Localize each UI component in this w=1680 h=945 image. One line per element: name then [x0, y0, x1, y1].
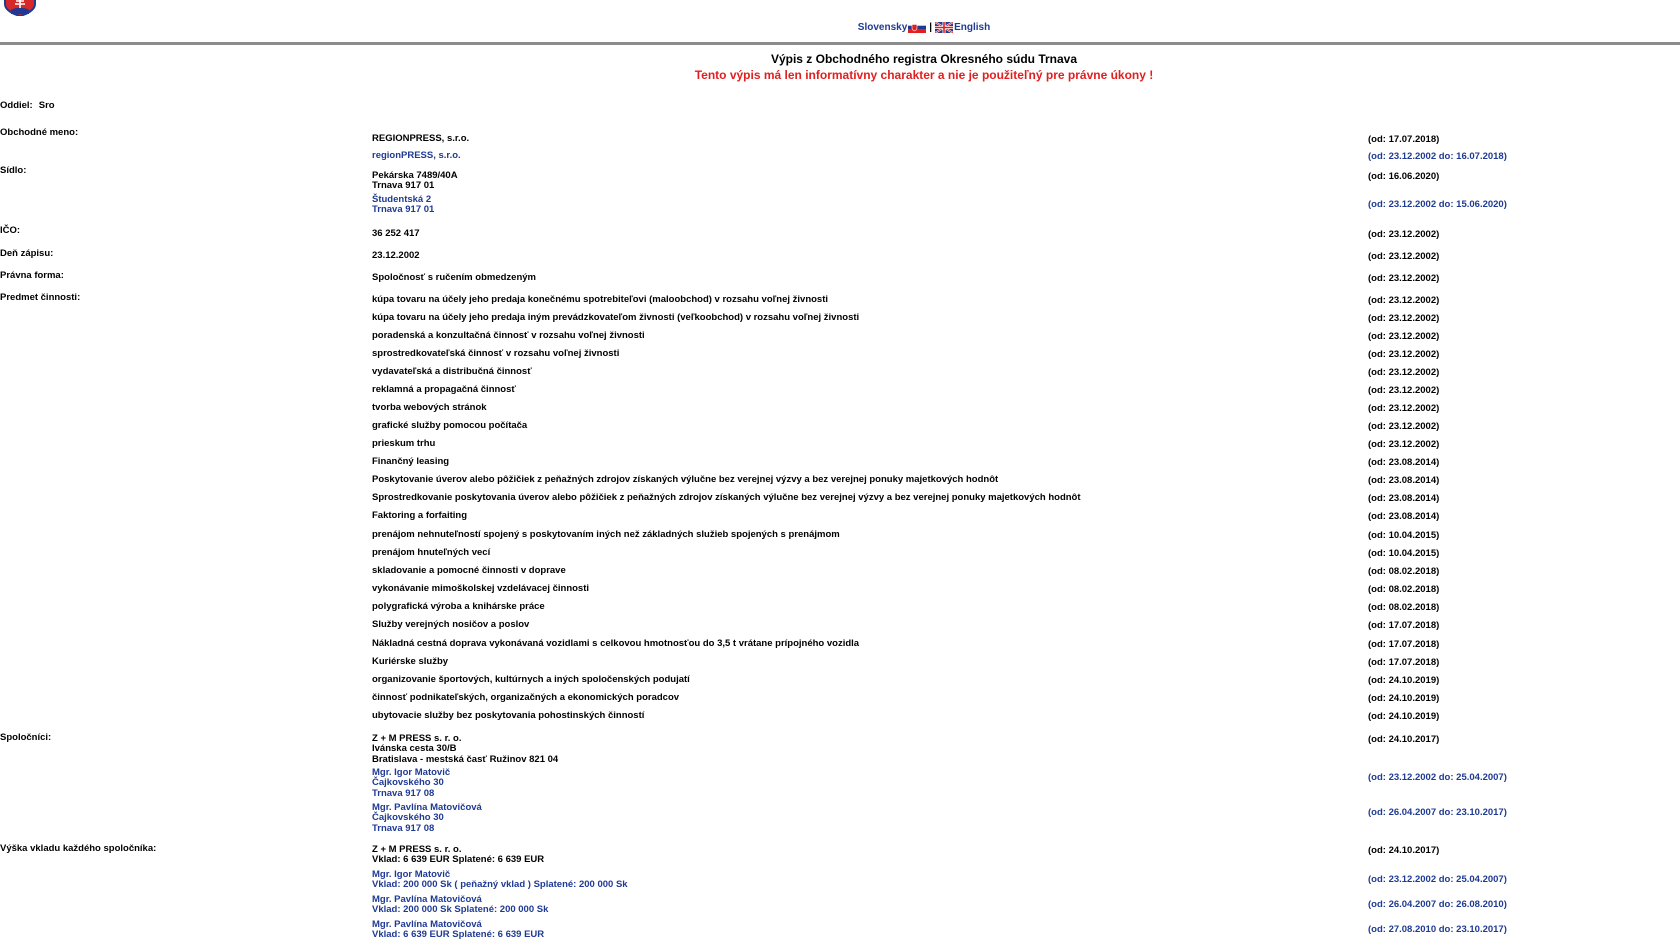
current-entry	[372, 639, 1272, 649]
field-label: Predmet činnosti:	[0, 292, 81, 303]
entry-line: Čajkovského 30	[372, 777, 444, 789]
entry-line: Vklad: 200 000 Sk ( peňažný vklad ) Splatené: 200 000 Sk	[372, 879, 628, 891]
validity-date: (od: 23.12.2002)	[1368, 313, 1440, 324]
current-entry	[372, 566, 1272, 576]
entry-line: sprostredkovateľská činnosť v rozsahu voľnej živnosti	[372, 348, 620, 359]
entry-line: Trnava 917 08	[372, 787, 435, 799]
language-switcher	[0, 22, 1680, 33]
validity-date: (od: 23.12.2002)	[1368, 229, 1440, 240]
lang-english-link[interactable]: English	[934, 22, 990, 33]
page-title: Výpis z Obchodného registra Okresného súdu Trnava	[770, 52, 1078, 66]
entry-line: Trnava 917 01	[372, 180, 435, 192]
current-entry	[372, 273, 1272, 283]
current-entry	[372, 134, 1272, 144]
entry-line: tvorba webových stránok	[372, 402, 487, 413]
validity-date: (od: 08.02.2018)	[1368, 566, 1440, 577]
entry-line: 36 252 417	[372, 228, 420, 239]
current-entry	[372, 511, 1272, 521]
entry-line: Mgr. Pavlína Matovičová	[372, 919, 482, 930]
current-entry	[372, 693, 1272, 703]
entry-line: Z + M PRESS s. r. o.	[372, 733, 462, 744]
historical-entry	[372, 870, 1272, 891]
current-entry	[372, 493, 1272, 503]
field-label: Výška vkladu každého spoločníka:	[0, 843, 157, 854]
current-entry	[372, 403, 1272, 413]
lang-separator: |	[929, 22, 933, 34]
validity-date: (od: 23.12.2002 do: 25.04.2007)	[1368, 772, 1507, 783]
validity-date: (od: 23.08.2014)	[1368, 457, 1440, 468]
entry-line: REGIONPRESS, s.r.o.	[372, 133, 470, 144]
validity-date: (od: 23.12.2002 do: 15.06.2020)	[1368, 199, 1507, 210]
field-label: Spoločníci:	[0, 732, 52, 743]
lang-slovak-link[interactable]: Slovensky	[858, 22, 927, 33]
disclaimer-warning: Tento výpis má len informatívny charakter a nie je použiteľný pre právne úkony !	[694, 68, 1154, 82]
current-entry	[372, 845, 1272, 866]
entry-line: Čajkovského 30	[372, 812, 444, 824]
validity-date: (od: 17.07.2018)	[1368, 134, 1440, 145]
entry-line: Mgr. Igor Matovič	[372, 869, 451, 880]
current-entry	[372, 331, 1272, 341]
entry-line: skladovanie a pomocné činnosti v doprave	[372, 565, 566, 576]
current-entry	[372, 602, 1272, 612]
field-label: Oddiel: Sro	[0, 100, 55, 111]
entry-line: Ivánska cesta 30/B	[372, 743, 457, 755]
validity-date: (od: 10.04.2015)	[1368, 548, 1440, 559]
current-entry	[372, 711, 1272, 721]
current-entry	[372, 620, 1272, 630]
entry-line: Vklad: 6 639 EUR Splatené: 6 639 EUR	[372, 854, 545, 866]
field-value: Sro	[38, 100, 55, 111]
current-entry	[372, 530, 1272, 540]
validity-date: (od: 23.12.2002)	[1368, 295, 1440, 306]
validity-date: (od: 23.12.2002)	[1368, 331, 1440, 342]
entry-line: Služby verejných nosičov a poslov	[372, 619, 530, 630]
validity-date: (od: 26.04.2007 do: 26.08.2010)	[1368, 899, 1507, 910]
entry-line: Z + M PRESS s. r. o.	[372, 844, 462, 855]
current-entry	[372, 439, 1272, 449]
entry-line: organizovanie športových, kultúrnych a iných spoločenských podujatí	[372, 674, 690, 685]
entry-line: Spoločnosť s ručením obmedzeným	[372, 272, 536, 283]
validity-date: (od: 23.08.2014)	[1368, 493, 1440, 504]
header-divider	[0, 42, 1680, 45]
entry-line: vydavateľská a distribučná činnosť	[372, 366, 532, 377]
validity-date: (od: 17.07.2018)	[1368, 657, 1440, 668]
validity-date: (od: 24.10.2017)	[1368, 734, 1440, 745]
entry-line: kúpa tovaru na účely jeho predaja konečnému spotrebiteľovi (maloobchod) v rozsahu voľnej živnosti	[372, 294, 829, 305]
entry-line: Mgr. Pavlína Matovičová	[372, 894, 482, 905]
slovak-flag-icon	[908, 22, 926, 33]
entry-line: Faktoring a forfaiting	[372, 510, 467, 521]
current-entry	[372, 457, 1272, 467]
entry-line: Pekárska 7489/40A	[372, 170, 458, 181]
historical-entry	[372, 768, 1272, 799]
validity-date: (od: 24.10.2017)	[1368, 845, 1440, 856]
entry-line: reklamná a propagačná činnosť	[372, 384, 516, 395]
validity-date: (od: 23.08.2014)	[1368, 475, 1440, 486]
historical-entry	[372, 920, 1272, 941]
entry-line: Vklad: 200 000 Sk Splatené: 200 000 Sk	[372, 904, 549, 916]
current-entry	[372, 675, 1272, 685]
validity-date: (od: 16.06.2020)	[1368, 171, 1440, 182]
validity-date: (od: 24.10.2019)	[1368, 675, 1440, 686]
entry-line: Finančný leasing	[372, 456, 450, 467]
entry-line: Vklad: 6 639 EUR Splatené: 6 639 EUR	[372, 929, 545, 941]
entry-line: poradenská a konzultačná činnosť v rozsahu voľnej živnosti	[372, 330, 645, 341]
validity-date: (od: 23.08.2014)	[1368, 511, 1440, 522]
current-entry	[372, 657, 1272, 667]
entry-line: 23.12.2002	[372, 250, 420, 261]
validity-date: (od: 23.12.2002)	[1368, 251, 1440, 262]
validity-date: (od: 26.04.2007 do: 23.10.2017)	[1368, 807, 1507, 818]
validity-date: (od: 23.12.2002)	[1368, 421, 1440, 432]
current-entry	[372, 475, 1272, 485]
uk-flag-icon	[935, 22, 953, 33]
validity-date: (od: 23.12.2002)	[1368, 385, 1440, 396]
field-label: Sídlo:	[0, 165, 27, 176]
validity-date: (od: 08.02.2018)	[1368, 584, 1440, 595]
validity-date: (od: 23.12.2002 do: 16.07.2018)	[1368, 151, 1507, 162]
entry-line: Poskytovanie úverov alebo pôžičiek z peňažných zdrojov získaných výlučne bez verejnej výzvy a bez verejnej ponuky majetkových hodnôt	[372, 474, 999, 485]
validity-date: (od: 24.10.2019)	[1368, 693, 1440, 704]
validity-date: (od: 27.08.2010 do: 23.10.2017)	[1368, 924, 1507, 935]
historical-entry	[372, 803, 1272, 834]
validity-date: (od: 23.12.2002)	[1368, 349, 1440, 360]
validity-date: (od: 17.07.2018)	[1368, 620, 1440, 631]
validity-date: (od: 17.07.2018)	[1368, 639, 1440, 650]
validity-date: (od: 23.12.2002)	[1368, 273, 1440, 284]
current-entry	[372, 171, 1272, 192]
current-entry	[372, 421, 1272, 431]
entry-line: prenájom nehnuteľností spojený s poskytovaním iných než základných služieb spojených s prenájmom	[372, 529, 840, 540]
validity-date: (od: 08.02.2018)	[1368, 602, 1440, 613]
field-label: Deň zápisu:	[0, 248, 54, 259]
current-entry	[372, 548, 1272, 558]
current-entry	[372, 734, 1272, 765]
entry-line: ubytovacie služby bez poskytovania pohostinských činností	[372, 710, 645, 721]
validity-date: (od: 24.10.2019)	[1368, 711, 1440, 722]
current-entry	[372, 313, 1272, 323]
entry-line: Študentská 2	[372, 194, 432, 205]
current-entry	[372, 251, 1272, 261]
field-label: Obchodné meno:	[0, 127, 79, 138]
entry-line: vykonávanie mimoškolskej vzdelávacej činnosti	[372, 583, 590, 594]
entry-line: grafické služby pomocou počítača	[372, 420, 528, 431]
current-entry	[372, 367, 1272, 377]
current-entry	[372, 295, 1272, 305]
entry-line: Bratislava - mestská časť Ružinov 821 04	[372, 753, 559, 765]
entry-line: Trnava 917 01	[372, 204, 435, 216]
coat-of-arms-icon	[3, 0, 37, 16]
entry-line: Mgr. Igor Matovič	[372, 767, 451, 778]
entry-line: činnosť podnikateľských, organizačných a ekonomických poradcov	[372, 692, 680, 703]
validity-date: (od: 23.12.2002)	[1368, 439, 1440, 450]
entry-line: prieskum trhu	[372, 438, 436, 449]
field-label: IČO:	[0, 225, 21, 236]
validity-date: (od: 10.04.2015)	[1368, 530, 1440, 541]
entry-line: Trnava 917 08	[372, 822, 435, 834]
entry-line: regionPRESS, s.r.o.	[372, 150, 461, 161]
historical-entry	[372, 895, 1272, 916]
current-entry	[372, 584, 1272, 594]
validity-date: (od: 23.12.2002 do: 25.04.2007)	[1368, 874, 1507, 885]
entry-line: prenájom hnuteľných vecí	[372, 547, 491, 558]
historical-entry	[372, 195, 1272, 216]
entry-line: kúpa tovaru na účely jeho predaja iným prevádzkovateľom živnosti (veľkoobchod) v rozsahu voľnej živnosti	[372, 312, 860, 323]
entry-line: Mgr. Pavlína Matovičová	[372, 802, 482, 813]
current-entry	[372, 385, 1272, 395]
entry-line: Kuriérske služby	[372, 656, 449, 667]
validity-date: (od: 23.12.2002)	[1368, 403, 1440, 414]
current-entry	[372, 229, 1272, 239]
entry-line: Sprostredkovanie poskytovania úverov alebo pôžičiek z peňažných zdrojov získaných výlučne bez verejnej výzvy a bez verejnej ponuky majetkových hodnôt	[372, 492, 1081, 503]
historical-entry	[372, 151, 1272, 161]
validity-date: (od: 23.12.2002)	[1368, 367, 1440, 378]
entry-line: Nákladná cestná doprava vykonávaná vozidlami s celkovou hmotnosťou do 3,5 t vrátane prípojného vozidla	[372, 638, 860, 649]
field-label: Právna forma:	[0, 270, 64, 281]
current-entry	[372, 349, 1272, 359]
entry-line: polygrafická výroba a knihárske práce	[372, 601, 545, 612]
